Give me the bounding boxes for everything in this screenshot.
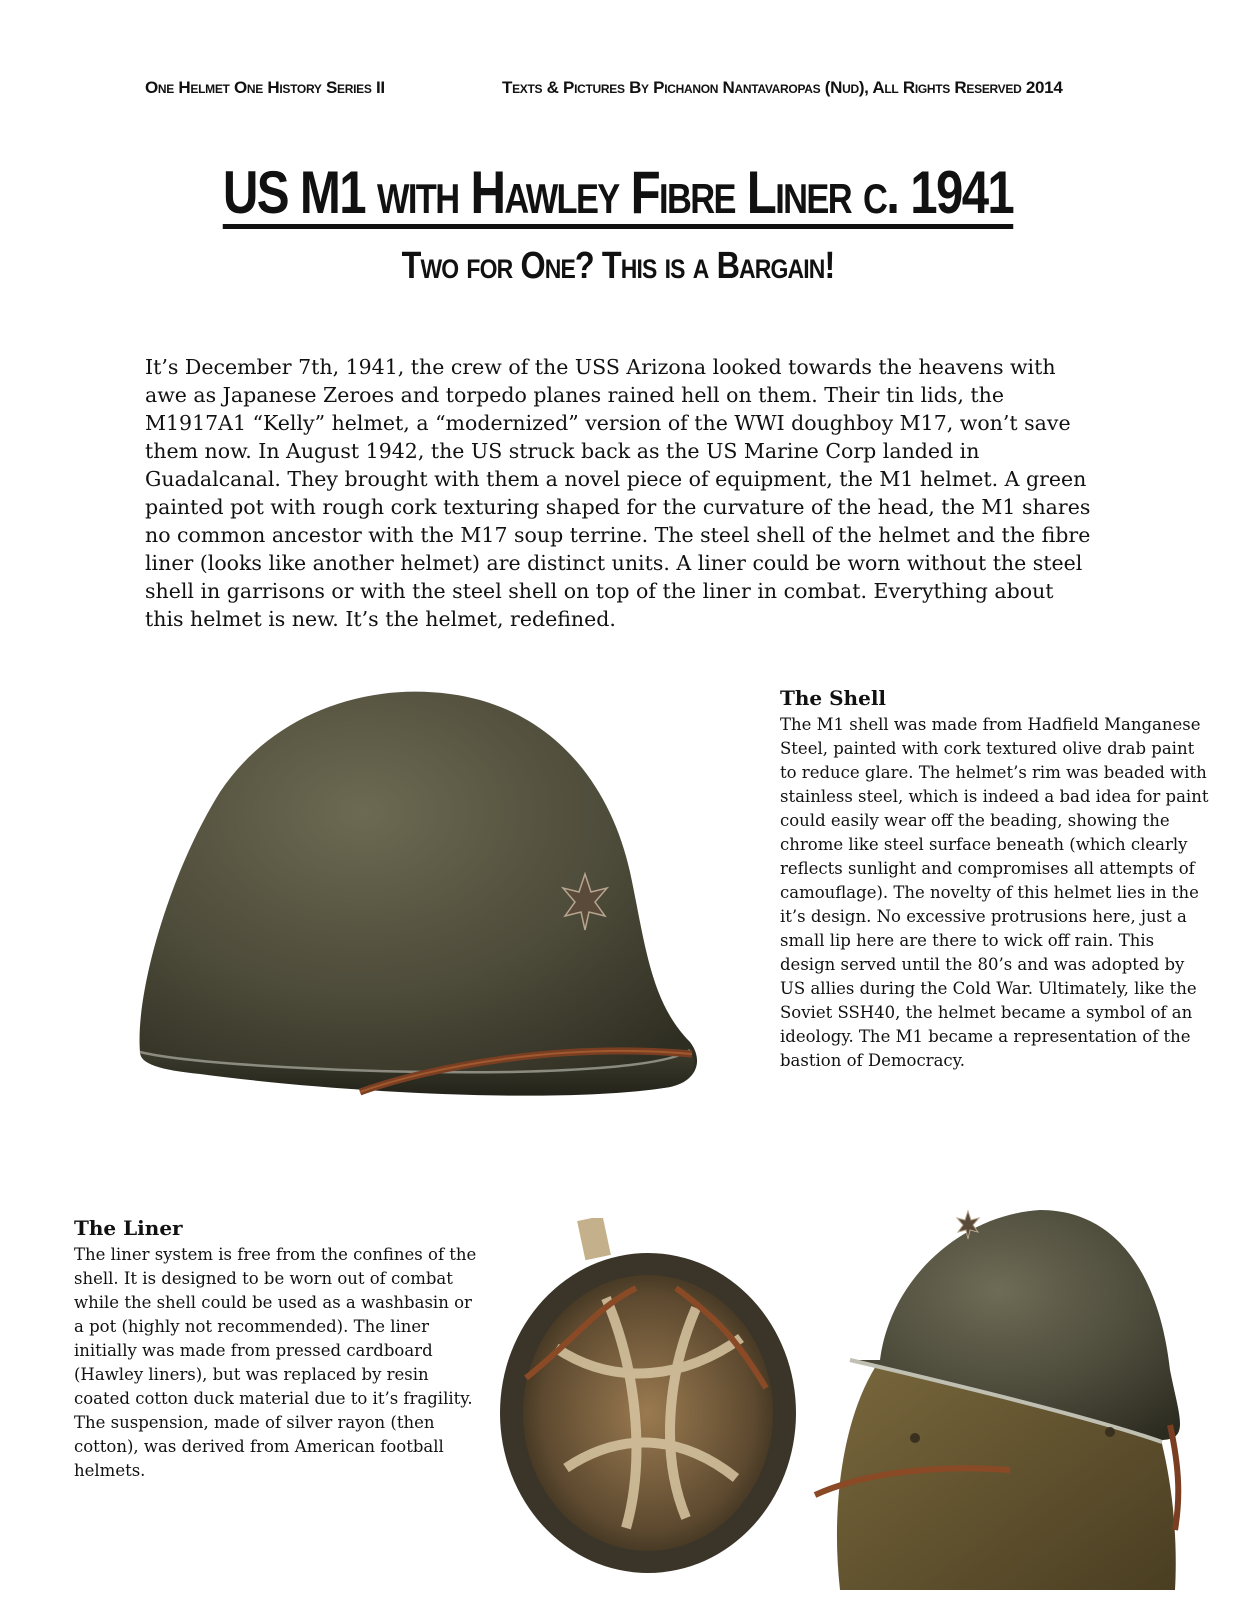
page-title: US M1 with Hawley Fibre Liner c. 1941 <box>111 158 1125 229</box>
liner-heading: The Liner <box>74 1216 183 1240</box>
m1-shell-photo <box>130 672 705 1122</box>
shell-heading: The Shell <box>780 686 887 710</box>
intro-paragraph: It’s December 7th, 1941, the crew of the USS Arizona looked towards the heavens with awe as Japanese Zeroes and torpedo planes rained hell on them. Their tin lids, the M1917A1 “Kelly” helmet, a “modernized” version of the WWI doughboy M17, won’t save them now. In August 1942, the US struck back as the US Marine Corp landed in Guadalcanal. They brought with them a novel piece of equipment, the M1 helmet. A green painted pot with rough cork texturing shaped for the curvature of the head, the M1 shares no common ancestor with the M17 soup terrine. The steel shell of the helmet and the fibre liner (looks like another helmet) are distinct units. A liner could be worn without the steel shell in garrisons or with the steel shell on top of the liner in combat. Everything about this helmet is new. It’s the helmet, redefined. <box>145 355 1091 631</box>
credits-label: Texts & Pictures By Pichanon Nantavaropas (Nud), All Rights Reserved 2014 <box>502 78 1063 97</box>
liner-interior-photo <box>496 1218 801 1578</box>
shell-body: The M1 shell was made from Hadfield Manganese Steel, painted with cork textured olive drab paint to reduce glare. The helmet’s rim was beaded with stainless steel, which is indeed a bad idea for paint could easily wear off the beading, showing the chrome like steel surface beneath (which clearly reflects sunlight and compromises all attempts of camouflage). The novelty of this helmet lies in the it’s design. No excessive protrusions here, just a small lip here are there to wick off rain. This design served until the 80’s and was adopted by US allies during the Cold War. Ultimately, like the Soviet SSH40, the helmet became a symbol of an ideology. The M1 became a representation of the bastion of Democracy. <box>780 715 1209 1070</box>
liner-section <box>74 1216 484 1483</box>
helmet-with-liner-photo <box>810 1170 1236 1590</box>
series-label: One Helmet One History Series II <box>145 78 385 97</box>
shell-section <box>780 686 1212 1073</box>
page-subtitle: Two for One? This is a Bargain! <box>401 245 835 287</box>
liner-body: The liner system is free from the confines of the shell. It is designed to be worn out of combat while the shell could be used as a washbasin or a pot (highly not recommended). The liner initially was made from pressed cardboard (Hawley liners), but was replaced by resin coated cotton duck material due to it’s fragility. The suspension, made of silver rayon (then cotton), was derived from American football helmets. <box>74 1245 477 1480</box>
